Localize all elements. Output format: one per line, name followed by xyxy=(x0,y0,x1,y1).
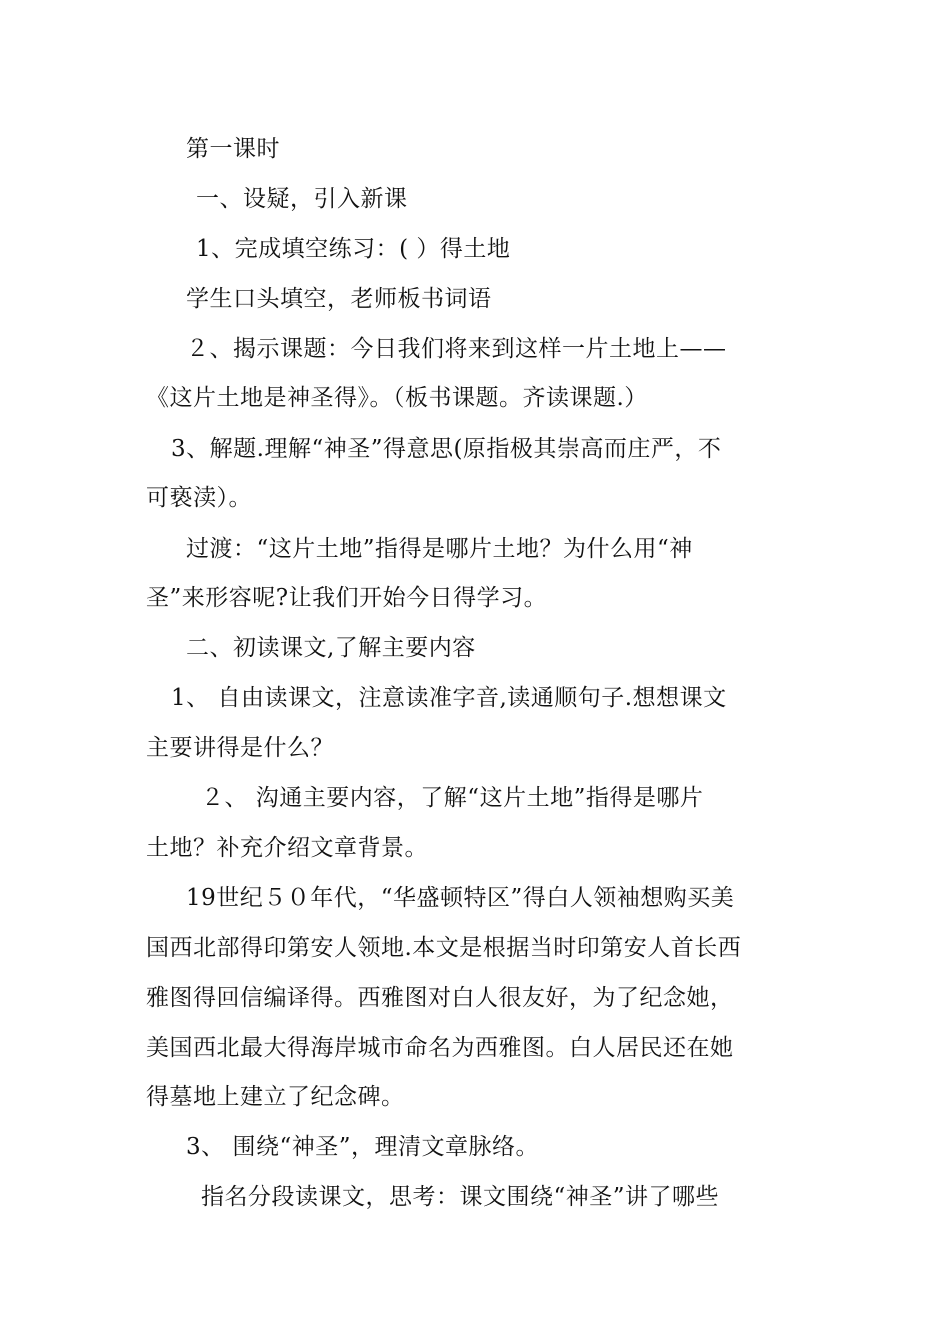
text-line: 可亵渎）。 xyxy=(146,485,252,511)
text-line: 美国西北最大得海岸城市命名为西雅图。白人居民还在她 xyxy=(146,1035,734,1061)
text-line: 得墓地上建立了纪念碑。 xyxy=(146,1084,405,1110)
text-line: 学生口头填空，老师板书词语 xyxy=(186,286,492,312)
text-line: ２、揭示课题：今日我们将来到这样一片土地上—— xyxy=(186,336,727,362)
text-line: 1、完成填空练习：( ）得土地 xyxy=(196,236,511,262)
text-line: 19世纪５０年代，“华盛顿特区”得白人领袖想购买美 xyxy=(186,885,735,911)
text-line: 二、初读课文,了解主要内容 xyxy=(186,635,476,661)
text-line: 一、设疑，引入新课 xyxy=(196,186,408,212)
text-line: 3、 围绕“神圣”，理清文章脉络。 xyxy=(186,1134,539,1160)
text-line: 国西北部得印第安人领地.本文是根据当时印第安人首长西 xyxy=(146,935,742,961)
text-line: ２、 沟通主要内容，了解“这片土地”指得是哪片 xyxy=(201,785,704,811)
text-line: 圣”来形容呢?让我们开始今日得学习。 xyxy=(146,585,548,611)
text-line: 过渡：“这片土地”指得是哪片土地？为什么用“神 xyxy=(186,536,693,562)
text-line: 主要讲得是什么？ xyxy=(146,735,334,761)
text-line: 《这片土地是神圣得》。（板书课题。齐读课题.） xyxy=(146,385,648,411)
text-line: 指名分段读课文，思考：课文围绕“神圣”讲了哪些 xyxy=(201,1184,720,1210)
text-line: 第一课时 xyxy=(186,136,280,162)
text-line: 雅图得回信编译得。西雅图对白人很友好，为了纪念她， xyxy=(146,985,734,1011)
text-line: 3、解题.理解“神圣”得意思(原指极其崇高而庄严，不 xyxy=(171,436,722,462)
text-line: 1、 自由读课文，注意读准字音,读通顺句子.想想课文 xyxy=(171,685,727,711)
text-line: 土地？补充介绍文章背景。 xyxy=(146,835,428,861)
